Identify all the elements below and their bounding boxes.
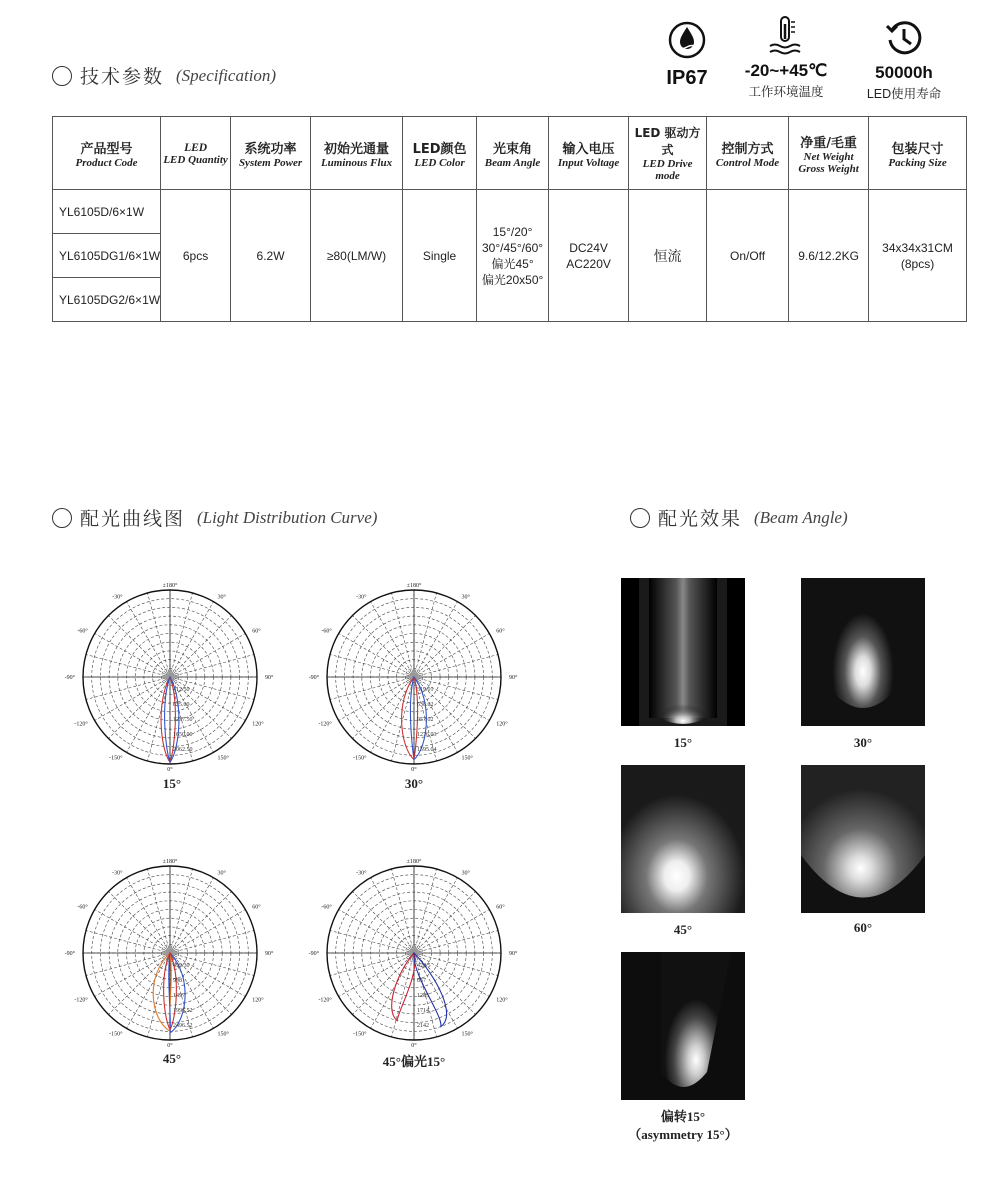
beam-photo-label: 45° bbox=[673, 922, 693, 937]
polar-spoke bbox=[170, 615, 232, 677]
beam-photo-sublabel: （asymmetry 15°） bbox=[628, 1127, 738, 1142]
polar-angle-label: 90° bbox=[509, 675, 518, 681]
lifetime-hours: 50000h bbox=[875, 63, 933, 82]
spec-section-title: 技术参数 (Specification) bbox=[52, 62, 276, 89]
beam-angle-cell: 15°/20° 30°/45°/60° 偏光45° 偏光20x50° bbox=[477, 190, 549, 322]
polar-ring-value: 825.00 bbox=[173, 702, 190, 708]
polar-angle-label: 150° bbox=[217, 755, 229, 762]
thermometer-icon bbox=[764, 14, 808, 56]
polar-angle-label: -150° bbox=[109, 1031, 123, 1038]
header-led-color: LED颜色 LED Color bbox=[403, 117, 477, 190]
polar-angle-label: -30° bbox=[112, 594, 123, 601]
polar-lobe bbox=[402, 677, 418, 760]
product-code-cell: YL6105DG1/6×1W bbox=[53, 234, 161, 278]
polar-spoke bbox=[391, 953, 414, 1037]
circle-bullet-icon bbox=[52, 508, 72, 528]
led-quantity-cell: 6pcs bbox=[161, 190, 231, 322]
polar-spoke bbox=[95, 634, 170, 678]
polar-spoke bbox=[147, 593, 170, 677]
polar-angle-label: ±180° bbox=[162, 583, 178, 589]
control-mode-cell: On/Off bbox=[707, 190, 789, 322]
polar-chart bbox=[308, 577, 518, 777]
polar-angle-label: -90° bbox=[64, 675, 75, 681]
clock-icon bbox=[884, 18, 924, 58]
header-luminous-flux: 初始光通量 Luminous Flux bbox=[311, 117, 403, 190]
polar-ring-value: 1714 bbox=[417, 1008, 429, 1014]
polar-ring-value: 2142 bbox=[417, 1023, 429, 1029]
polar-ring-value: 857 bbox=[417, 978, 426, 984]
spec-table bbox=[52, 116, 967, 322]
header-system-power: 系统功率 System Power bbox=[231, 117, 311, 190]
polar-angle-label: ±180° bbox=[406, 583, 422, 589]
polar-angle-label: -120° bbox=[74, 997, 88, 1004]
polar-chart-label: 45° bbox=[162, 1051, 182, 1066]
water-drop-icon bbox=[667, 20, 707, 60]
polar-ring-value: 2062.50 bbox=[173, 747, 193, 753]
polar-ring-value: 1650.00 bbox=[173, 732, 193, 738]
beam-photo-label: 30° bbox=[853, 735, 873, 750]
polar-chart bbox=[64, 853, 274, 1053]
product-code-cell: YL6105DG2/6×1W bbox=[53, 278, 161, 322]
temp-badge bbox=[736, 14, 836, 100]
polar-angle-label: -150° bbox=[353, 1031, 367, 1038]
polar-angle-label: 0° bbox=[411, 1043, 417, 1049]
polar-ring-value: 1996.52 bbox=[173, 1008, 193, 1014]
life-badge bbox=[855, 18, 953, 102]
polar-ring-value: 1285 bbox=[417, 993, 429, 999]
header-control-mode: 控制方式 Control Mode bbox=[707, 117, 789, 190]
polar-spoke bbox=[391, 593, 414, 677]
beam-photo-label: 60° bbox=[853, 920, 873, 935]
polar-angle-label: 0° bbox=[411, 767, 417, 773]
polar-ring-value: 638.02 bbox=[417, 702, 434, 708]
polar-angle-label: 60° bbox=[252, 628, 261, 635]
polar-ring-value: 1276.03 bbox=[417, 732, 437, 738]
polar-chart-label: 15° bbox=[162, 776, 182, 791]
table-row bbox=[53, 190, 967, 234]
polar-spoke bbox=[170, 891, 232, 953]
polar-angle-label: 90° bbox=[265, 675, 274, 681]
product-code-cell: YL6105D/6×1W bbox=[53, 190, 161, 234]
header-packing-size: 包装尺寸 Packing Size bbox=[869, 117, 967, 190]
polar-spoke bbox=[95, 677, 170, 721]
polar-ring-value: 319.01 bbox=[417, 687, 434, 693]
polar-lobe bbox=[153, 953, 171, 1031]
header-product-code: 产品型号 Product Code bbox=[53, 117, 161, 190]
ip-badge bbox=[652, 20, 722, 90]
header-led-quantity: LED LED Quantity bbox=[161, 117, 231, 190]
circle-bullet-icon bbox=[630, 508, 650, 528]
polar-angle-label: -60° bbox=[77, 904, 88, 911]
beam-photo-label: 15° bbox=[673, 735, 693, 750]
polar-angle-label: 120° bbox=[496, 721, 508, 728]
polar-chart-label: 30° bbox=[404, 776, 424, 791]
curve-section-title: 配光曲线图 (Light Distribution Curve) bbox=[52, 504, 377, 531]
lifetime-label: LED使用寿命 bbox=[866, 87, 942, 101]
polar-spoke bbox=[339, 634, 414, 678]
polar-angle-label: -60° bbox=[321, 628, 332, 635]
polar-angle-label: -60° bbox=[321, 904, 332, 911]
polar-angle-label: 60° bbox=[496, 628, 505, 635]
polar-spoke bbox=[147, 953, 170, 1037]
polar-spoke bbox=[414, 615, 476, 677]
polar-angle-label: 0° bbox=[167, 767, 173, 773]
polar-chart-label: 45°偏光15° bbox=[382, 1054, 446, 1069]
luminous-flux-cell: ≥80(LM/W) bbox=[311, 190, 403, 322]
table-header-row bbox=[53, 117, 967, 190]
polar-spoke bbox=[339, 953, 414, 997]
polar-angle-label: -60° bbox=[77, 628, 88, 635]
temp-label: 工作环境温度 bbox=[748, 85, 824, 99]
polar-angle-label: 150° bbox=[217, 1031, 229, 1038]
polar-angle-label: 30° bbox=[461, 594, 470, 601]
polar-angle-label: 150° bbox=[461, 755, 473, 762]
polar-angle-label: -120° bbox=[318, 997, 332, 1004]
polar-angle-label: ±180° bbox=[406, 859, 422, 865]
polar-angle-label: 120° bbox=[252, 997, 264, 1004]
polar-angle-label: -90° bbox=[64, 951, 75, 957]
polar-spoke bbox=[391, 869, 414, 953]
polar-spoke bbox=[95, 953, 170, 997]
weight-cell: 9.6/12.2KG bbox=[789, 190, 869, 322]
polar-ring-value: 1497 bbox=[173, 993, 185, 999]
polar-angle-label: 60° bbox=[252, 904, 261, 911]
temp-range: -20~+45℃ bbox=[744, 61, 828, 80]
polar-spoke bbox=[147, 869, 170, 953]
polar-angle-label: 30° bbox=[217, 594, 226, 601]
polar-angle-label: -90° bbox=[308, 675, 319, 681]
polar-angle-label: 150° bbox=[461, 1031, 473, 1038]
polar-angle-label: -30° bbox=[356, 594, 367, 601]
polar-angle-label: 30° bbox=[217, 870, 226, 877]
polar-ring-value: 1595.04 bbox=[417, 747, 437, 753]
polar-ring-value: 2496.52 bbox=[173, 1023, 193, 1029]
polar-angle-label: -30° bbox=[112, 870, 123, 877]
led-color-cell: Single bbox=[403, 190, 477, 322]
polar-angle-label: 90° bbox=[265, 951, 274, 957]
polar-angle-label: -90° bbox=[308, 951, 319, 957]
polar-angle-label: -30° bbox=[356, 870, 367, 877]
polar-ring-value: 412.50 bbox=[173, 687, 190, 693]
circle-bullet-icon bbox=[52, 66, 72, 86]
polar-angle-label: -150° bbox=[109, 755, 123, 762]
system-power-cell: 6.2W bbox=[231, 190, 311, 322]
polar-angle-label: ±180° bbox=[162, 859, 178, 865]
polar-chart bbox=[308, 853, 518, 1053]
ip-rating: IP67 bbox=[666, 67, 708, 89]
polar-angle-label: -120° bbox=[318, 721, 332, 728]
polar-spoke bbox=[339, 677, 414, 721]
input-voltage-cell: DC24V AC220V bbox=[549, 190, 629, 322]
polar-chart bbox=[64, 577, 274, 777]
beam-photo-15 bbox=[621, 578, 745, 726]
polar-angle-label: -150° bbox=[353, 755, 367, 762]
polar-angle-label: 90° bbox=[509, 951, 518, 957]
polar-angle-label: -120° bbox=[74, 721, 88, 728]
polar-ring-value: 499.30 bbox=[173, 963, 190, 969]
polar-ring-value: 428.5 bbox=[417, 963, 431, 969]
polar-spoke bbox=[414, 891, 476, 953]
polar-angle-label: 120° bbox=[252, 721, 264, 728]
drive-mode-cell: 恒流 bbox=[629, 190, 707, 322]
header-beam-angle: 光束角 Beam Angle bbox=[477, 117, 549, 190]
polar-angle-label: 120° bbox=[496, 997, 508, 1004]
polar-spoke bbox=[95, 910, 170, 954]
beam-photo-60 bbox=[801, 765, 925, 913]
polar-spoke bbox=[339, 910, 414, 954]
polar-angle-label: 30° bbox=[461, 870, 470, 877]
polar-ring-value: 998 bbox=[173, 978, 182, 984]
polar-angle-label: 60° bbox=[496, 904, 505, 911]
beam-photo-45 bbox=[621, 765, 745, 913]
beam-photo-asymmetry-15 bbox=[621, 952, 745, 1100]
beam-photo-30 bbox=[801, 578, 925, 726]
polar-ring-value: 1237.50 bbox=[173, 717, 193, 723]
header-input-voltage: 输入电压 Input Voltage bbox=[549, 117, 629, 190]
polar-ring-value: 957.02 bbox=[417, 717, 434, 723]
polar-angle-label: 0° bbox=[167, 1043, 173, 1049]
packing-size-cell: 34x34x31CM (8pcs) bbox=[869, 190, 967, 322]
beam-section-title: 配光效果 (Beam Angle) bbox=[630, 504, 848, 531]
header-weight: 净重/毛重 Net Weight Gross Weight bbox=[789, 117, 869, 190]
beam-photo-label: 偏转15° bbox=[660, 1109, 706, 1124]
header-drive-mode: LED 驱动方式 LED Drive mode bbox=[629, 117, 707, 190]
